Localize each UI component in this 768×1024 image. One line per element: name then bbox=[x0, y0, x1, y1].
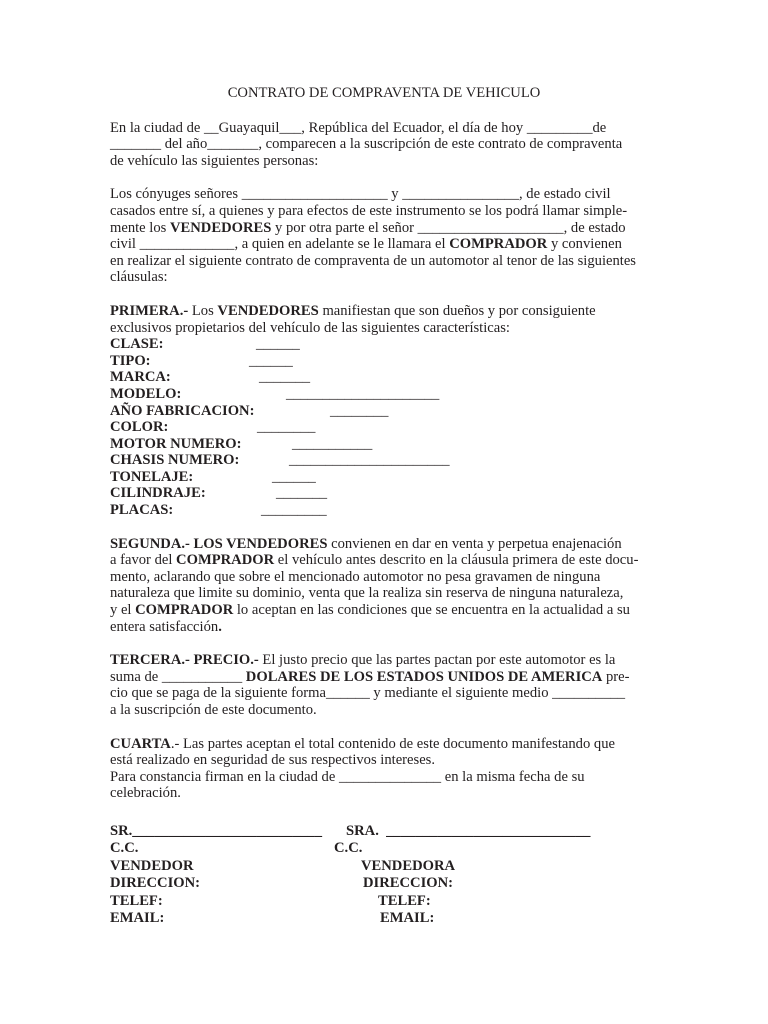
spec-label: MOTOR NUMERO: bbox=[110, 435, 242, 452]
spec-row bbox=[110, 502, 658, 519]
signature-row bbox=[110, 840, 658, 858]
intro-line: de vehículo las siguientes personas: bbox=[110, 152, 319, 169]
spec-row bbox=[110, 369, 658, 386]
parties-line: en realizar el siguiente contrato de compraventa de un automotor al tenor de las siguientes bbox=[110, 252, 636, 269]
spec-blank: _______ bbox=[259, 369, 311, 386]
text-span: El justo precio que las partes pactan por este automotor es la bbox=[258, 652, 616, 669]
text-span: lo aceptan en las condiciones que se encuentra en la actualidad a su bbox=[233, 602, 630, 619]
seller-address-label: DIRECCION: bbox=[363, 875, 453, 892]
text-span: convienen en dar en venta y perpetua enajenación bbox=[327, 535, 622, 552]
parties-line bbox=[110, 236, 658, 253]
spec-blank: ______ bbox=[249, 352, 293, 369]
spec-blank: ________ bbox=[257, 419, 316, 436]
vendedores-term: VENDEDORES bbox=[170, 219, 272, 236]
spec-label: CLASE: bbox=[110, 336, 164, 353]
spec-row bbox=[110, 452, 658, 469]
text-span: manifiestan que son dueños y por consiguiente bbox=[318, 302, 596, 319]
parties-line: cláusulas: bbox=[110, 269, 168, 286]
text-span: el vehículo antes descrito en la cláusula primera de este docu- bbox=[274, 552, 639, 569]
cuarta-line: Para constancia firman en la ciudad de ______________ en la misma fecha de su bbox=[110, 768, 585, 785]
spec-label: MARCA: bbox=[110, 369, 171, 386]
tercera-line: cio que se paga de la siguiente forma______ y mediante el siguiente medio __________ bbox=[110, 685, 626, 702]
primera-line: exclusivos propietarios del vehículo de las siguientes características: bbox=[110, 319, 510, 336]
vendedores-term: VENDEDORES bbox=[217, 302, 319, 319]
intro-line: En la ciudad de __Guayaquil___, República del Ecuador, el día de hoy _________de bbox=[110, 119, 607, 136]
text-span: mente los bbox=[110, 219, 170, 236]
signature-block bbox=[110, 823, 658, 928]
spec-row bbox=[110, 469, 658, 486]
clause-heading: CUARTA bbox=[110, 735, 171, 752]
text-span: a favor del bbox=[110, 552, 177, 569]
segunda-line bbox=[110, 619, 658, 636]
text-span: suma de ___________ bbox=[110, 668, 246, 685]
spec-row bbox=[110, 386, 658, 403]
clause-heading: PRIMERA.- bbox=[110, 302, 189, 319]
cuarta-line bbox=[110, 736, 658, 753]
spec-blank: ________ bbox=[330, 402, 389, 419]
spec-blank: ______ bbox=[256, 336, 300, 353]
seller-address-label: DIRECCION: bbox=[110, 875, 200, 892]
spec-label: MODELO: bbox=[110, 385, 182, 402]
segunda-line: naturaleza que limite su dominio, venta que la realiza sin reserva de ninguna naturaleza, bbox=[110, 585, 624, 602]
spec-label: PLACAS: bbox=[110, 502, 174, 519]
spec-label: AÑO FABRICACION: bbox=[110, 402, 255, 419]
text-span: .- Las partes aceptan el total contenido de este documento manifestando que bbox=[170, 735, 615, 752]
signature-row bbox=[110, 823, 658, 841]
spec-row bbox=[110, 353, 658, 370]
comprador-term: COMPRADOR bbox=[449, 236, 548, 253]
seller-email-label: EMAIL: bbox=[110, 910, 165, 927]
signature-row bbox=[110, 910, 658, 928]
intro-paragraph bbox=[110, 120, 658, 170]
text-span: pre- bbox=[602, 668, 630, 685]
text-span: Los bbox=[188, 302, 218, 319]
spec-blank: ______________________ bbox=[289, 452, 450, 469]
spec-blank: _________ bbox=[261, 502, 327, 519]
text-span: entera satisfacción bbox=[110, 618, 219, 635]
signature-row bbox=[110, 858, 658, 876]
seller-sr-line: SR.__________________________ bbox=[110, 822, 323, 839]
spec-blank: ___________ bbox=[292, 435, 373, 452]
clause-tercera bbox=[110, 652, 658, 718]
intro-line: _______ del año_______, comparecen a la suscripción de este contrato de compraventa bbox=[110, 136, 623, 153]
spec-label: TONELAJE: bbox=[110, 468, 194, 485]
clause-cuarta bbox=[110, 736, 658, 802]
seller-sra-line: SRA. ____________________________ bbox=[346, 822, 591, 839]
spec-row bbox=[110, 419, 658, 436]
text-span: y convienen bbox=[547, 236, 622, 253]
text-span: . bbox=[218, 618, 222, 635]
spec-blank: ______ bbox=[272, 468, 316, 485]
tercera-line bbox=[110, 669, 658, 686]
tercera-line bbox=[110, 652, 658, 669]
spec-label: TIPO: bbox=[110, 352, 151, 369]
spec-blank: _______ bbox=[276, 485, 328, 502]
primera-line bbox=[110, 303, 658, 320]
parties-line: Los cónyuges señores ____________________ y ________________, de estado civil bbox=[110, 186, 611, 203]
comprador-term: COMPRADOR bbox=[135, 602, 234, 619]
spec-row bbox=[110, 403, 658, 420]
parties-paragraph bbox=[110, 186, 658, 286]
clause-segunda bbox=[110, 536, 658, 636]
spec-label: CILINDRAJE: bbox=[110, 485, 206, 502]
segunda-line bbox=[110, 536, 658, 553]
signature-row bbox=[110, 875, 658, 893]
seller-email-label: EMAIL: bbox=[380, 910, 435, 927]
contract-page bbox=[110, 82, 658, 928]
vehicle-specs bbox=[110, 336, 658, 519]
clause-heading: TERCERA.- PRECIO.- bbox=[110, 652, 259, 669]
spec-row bbox=[110, 485, 658, 502]
text-span: y por otra parte el señor ____________________, de estado bbox=[271, 219, 626, 236]
text-span: y el bbox=[110, 602, 136, 619]
spec-blank: _____________________ bbox=[286, 385, 440, 402]
segunda-line bbox=[110, 552, 658, 569]
seller-cc: C.C. bbox=[110, 840, 139, 857]
currency-term: DOLARES DE LOS ESTADOS UNIDOS DE AMERICA bbox=[245, 668, 603, 685]
tercera-line: a la suscripción de este documento. bbox=[110, 702, 317, 718]
parties-line: casados entre sí, a quienes y para efectos de este instrumento se los podrá llamar simple- bbox=[110, 202, 628, 219]
seller-cc: C.C. bbox=[334, 840, 363, 857]
clause-primera bbox=[110, 303, 658, 336]
document-title: CONTRATO DE COMPRAVENTA DE VEHICULO bbox=[227, 85, 541, 101]
spec-label: CHASIS NUMERO: bbox=[110, 452, 240, 469]
spec-label: COLOR: bbox=[110, 419, 169, 436]
cuarta-line: está realizado en seguridad de sus respectivos intereses. bbox=[110, 752, 435, 769]
parties-line bbox=[110, 220, 658, 237]
spec-row bbox=[110, 336, 658, 353]
seller-phone-label: TELEF: bbox=[110, 892, 163, 909]
seller-role: VENDEDORA bbox=[361, 857, 456, 874]
seller-role: VENDEDOR bbox=[110, 857, 194, 874]
comprador-term: COMPRADOR bbox=[176, 552, 275, 569]
segunda-line: mento, aclarando que sobre el mencionado automotor no pesa gravamen de ninguna bbox=[110, 568, 601, 585]
seller-phone-label: TELEF: bbox=[378, 892, 431, 909]
segunda-line bbox=[110, 602, 658, 619]
spec-row bbox=[110, 436, 658, 453]
clause-heading: SEGUNDA.- LOS VENDEDORES bbox=[110, 535, 328, 552]
cuarta-line: celebración. bbox=[110, 785, 181, 802]
signature-row bbox=[110, 893, 658, 911]
text-span: civil _____________, a quien en adelante se le llamara el bbox=[110, 236, 450, 253]
